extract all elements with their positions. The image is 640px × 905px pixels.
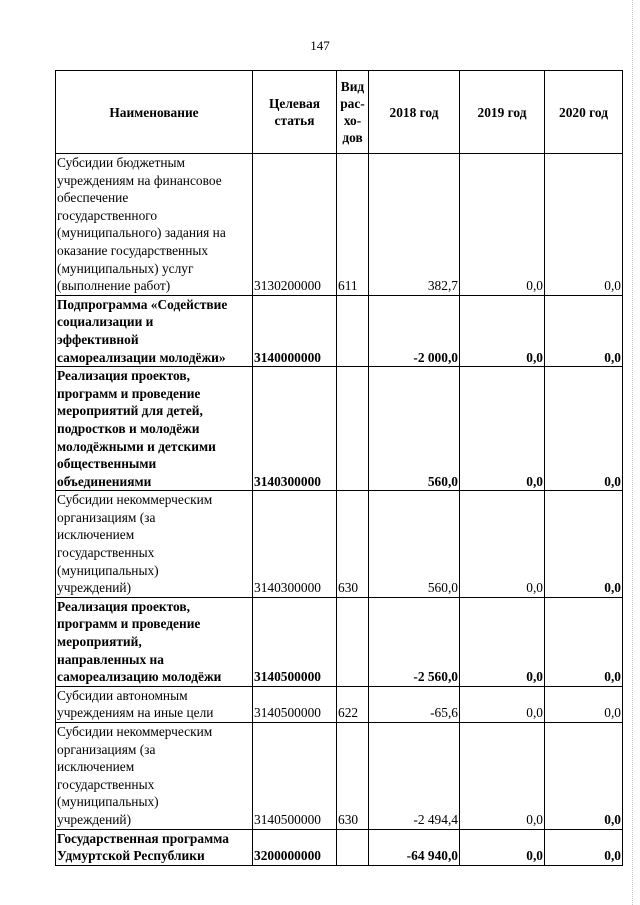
- row-name: Субсидии некоммерческим организациям (за исключением государственных (муниципальных) учреждений): [56, 491, 253, 598]
- table-row: [56, 491, 623, 598]
- row-kind: 630: [337, 491, 369, 598]
- row-2020: 0,0: [545, 295, 623, 366]
- row-code: 3140500000: [253, 723, 337, 830]
- row-2019: 0,0: [460, 491, 545, 598]
- table-row: [56, 597, 623, 686]
- row-code: 3200000000: [253, 829, 337, 865]
- row-kind: 622: [337, 686, 369, 722]
- row-2019: 0,0: [460, 686, 545, 722]
- row-name: Субсидии автономным учреждениям на иные цели: [56, 686, 253, 722]
- header-name: Наименование: [56, 71, 253, 154]
- table-row: [56, 723, 623, 830]
- row-2019: 0,0: [460, 829, 545, 865]
- row-2020: 0,0: [545, 723, 623, 830]
- row-2019: 0,0: [460, 367, 545, 491]
- header-2018: 2018 год: [369, 71, 460, 154]
- row-2019: 0,0: [460, 154, 545, 296]
- row-code: 3140500000: [253, 597, 337, 686]
- row-2019: 0,0: [460, 295, 545, 366]
- table-header-row: [56, 71, 623, 154]
- row-2018: -2 494,4: [369, 723, 460, 830]
- scan-edge-divider: [632, 0, 634, 905]
- row-2020: 0,0: [545, 491, 623, 598]
- row-kind: [337, 597, 369, 686]
- header-2019: 2019 год: [460, 71, 545, 154]
- table-row: [56, 829, 623, 865]
- row-kind: [337, 367, 369, 491]
- row-code: 3140300000: [253, 491, 337, 598]
- table-row: [56, 686, 623, 722]
- row-2018: -2 000,0: [369, 295, 460, 366]
- row-2020: 0,0: [545, 154, 623, 296]
- budget-table: [55, 70, 623, 866]
- row-2018: -64 940,0: [369, 829, 460, 865]
- table-row: [56, 154, 623, 296]
- row-kind: 630: [337, 723, 369, 830]
- row-2020: 0,0: [545, 367, 623, 491]
- row-name: Реализация проектов, программ и проведение мероприятий, направленных на самореализацию молодёжи: [56, 597, 253, 686]
- row-name: Субсидии бюджетным учреждениям на финансовое обеспечение государственного (муниципального) задания на оказание государственных (муниципальных) услуг (выполнение работ): [56, 154, 253, 296]
- header-target-article: Целевая статья: [253, 71, 337, 154]
- row-code: 3140500000: [253, 686, 337, 722]
- row-2018: 560,0: [369, 367, 460, 491]
- row-2018: 382,7: [369, 154, 460, 296]
- row-2019: 0,0: [460, 723, 545, 830]
- row-kind: 611: [337, 154, 369, 296]
- row-code: 3140000000: [253, 295, 337, 366]
- row-2018: -2 560,0: [369, 597, 460, 686]
- row-name: Субсидии некоммерческим организациям (за исключением государственных (муниципальных) учреждений): [56, 723, 253, 830]
- page-number: 147: [310, 38, 330, 53]
- row-code: 3140300000: [253, 367, 337, 491]
- row-2020: 0,0: [545, 686, 623, 722]
- header-2020: 2020 год: [545, 71, 623, 154]
- row-name: Подпрограмма «Содействие социализации и эффективной самореализации молодёжи»: [56, 295, 253, 366]
- row-2018: -65,6: [369, 686, 460, 722]
- row-code: 3130200000: [253, 154, 337, 296]
- row-2018: 560,0: [369, 491, 460, 598]
- row-name: Реализация проектов, программ и проведение мероприятий для детей, подростков и молодёжи молодёжными и детскими общественными объединениями: [56, 367, 253, 491]
- row-kind: [337, 829, 369, 865]
- row-name: Государственная программа Удмуртской Республики: [56, 829, 253, 865]
- header-expense-type: Вид рас- хо- дов: [337, 71, 369, 154]
- row-2019: 0,0: [460, 597, 545, 686]
- row-2020: 0,0: [545, 829, 623, 865]
- row-2020: 0,0: [545, 597, 623, 686]
- row-kind: [337, 295, 369, 366]
- table-row: [56, 367, 623, 491]
- table-row: [56, 295, 623, 366]
